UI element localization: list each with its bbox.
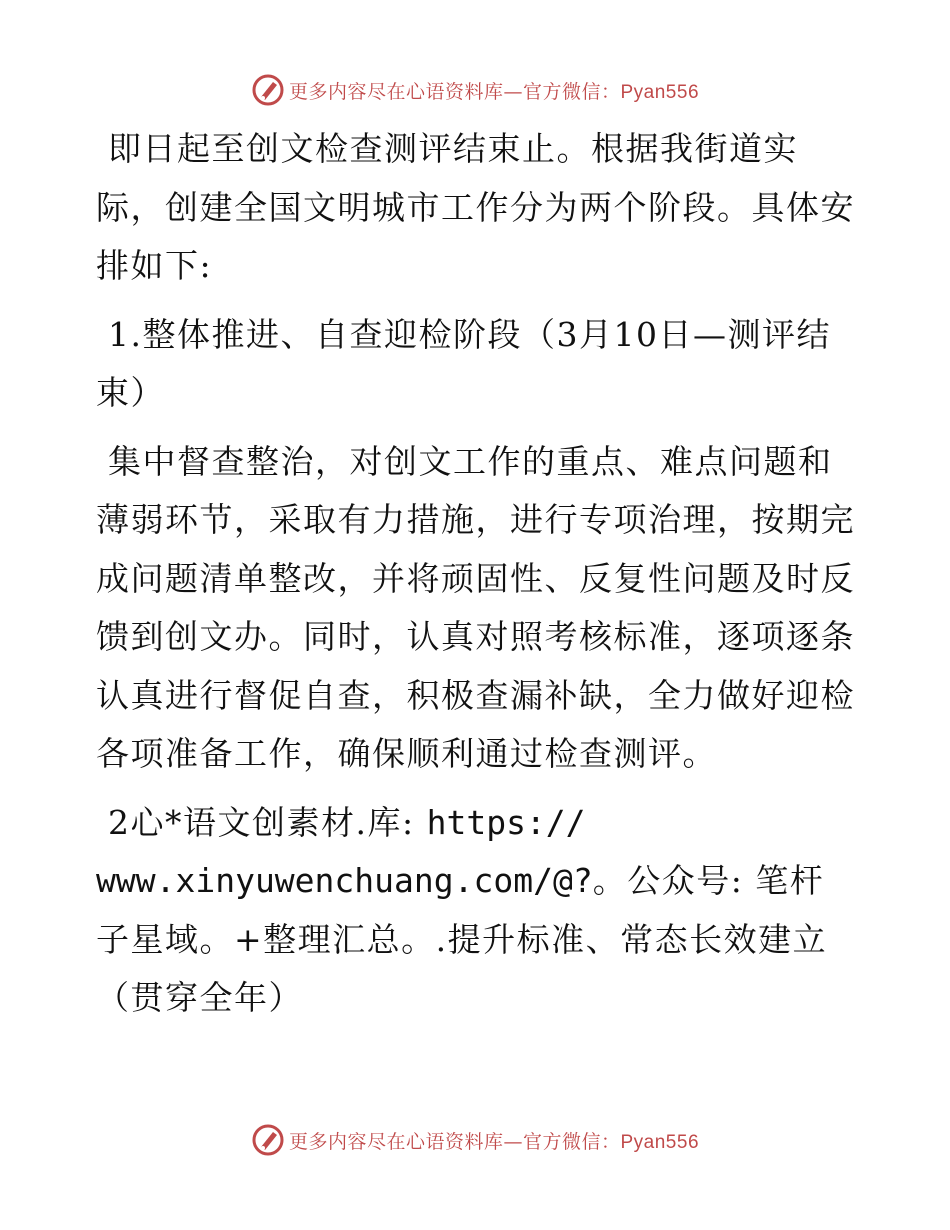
watermark-text: [289, 1127, 699, 1154]
pen-logo-icon: [251, 1123, 285, 1157]
source-url-part-2: www.xinyuwenchuang.com/@?: [96, 861, 593, 900]
stage-2-suffix: 。公众号: 笔杆子星域。+整理汇总。.提升标准、常态长效建立（贯穿全年）: [96, 861, 828, 1017]
watermark-text: [289, 77, 699, 104]
paragraph-intro: 即日起至创文检查测评结束止。根据我街道实际，创建全国文明城市工作分为两个阶段。具体安排如下:: [96, 129, 855, 285]
watermark-label: 更多内容尽在心语资料库—官方微信：: [288, 80, 621, 103]
paragraph-stage-1-body: 集中督查整治，对创文工作的重点、难点问题和薄弱环节，采取有力措施，进行专项治理，按期完成问题清单整改，并将顽固性、反复性问题及时反馈到创文办。同时，认真对照考核标准，逐项逐条认真进行督促自查，积极查漏补缺，全力做好迎检各项准备工作，确保顺利通过检查测评。: [96, 441, 855, 773]
header-watermark: [0, 68, 950, 112]
stage-2-prefix: 2心*语文创素材.库:: [108, 802, 427, 842]
watermark-handle: Pyan556: [620, 1131, 700, 1153]
footer-watermark: [0, 1118, 950, 1162]
paragraph-stage-1-heading: 1.整体推进、自查迎检阶段（3月10日—测评结束）: [96, 314, 831, 412]
watermark-label: 更多内容尽在心语资料库—官方微信：: [288, 1130, 621, 1153]
watermark-handle: Pyan556: [620, 81, 700, 103]
source-url-part-1: https://: [426, 802, 586, 842]
document-body: [96, 120, 856, 1038]
paragraph-stage-2: [96, 794, 856, 1028]
pen-logo-icon: [251, 73, 285, 107]
